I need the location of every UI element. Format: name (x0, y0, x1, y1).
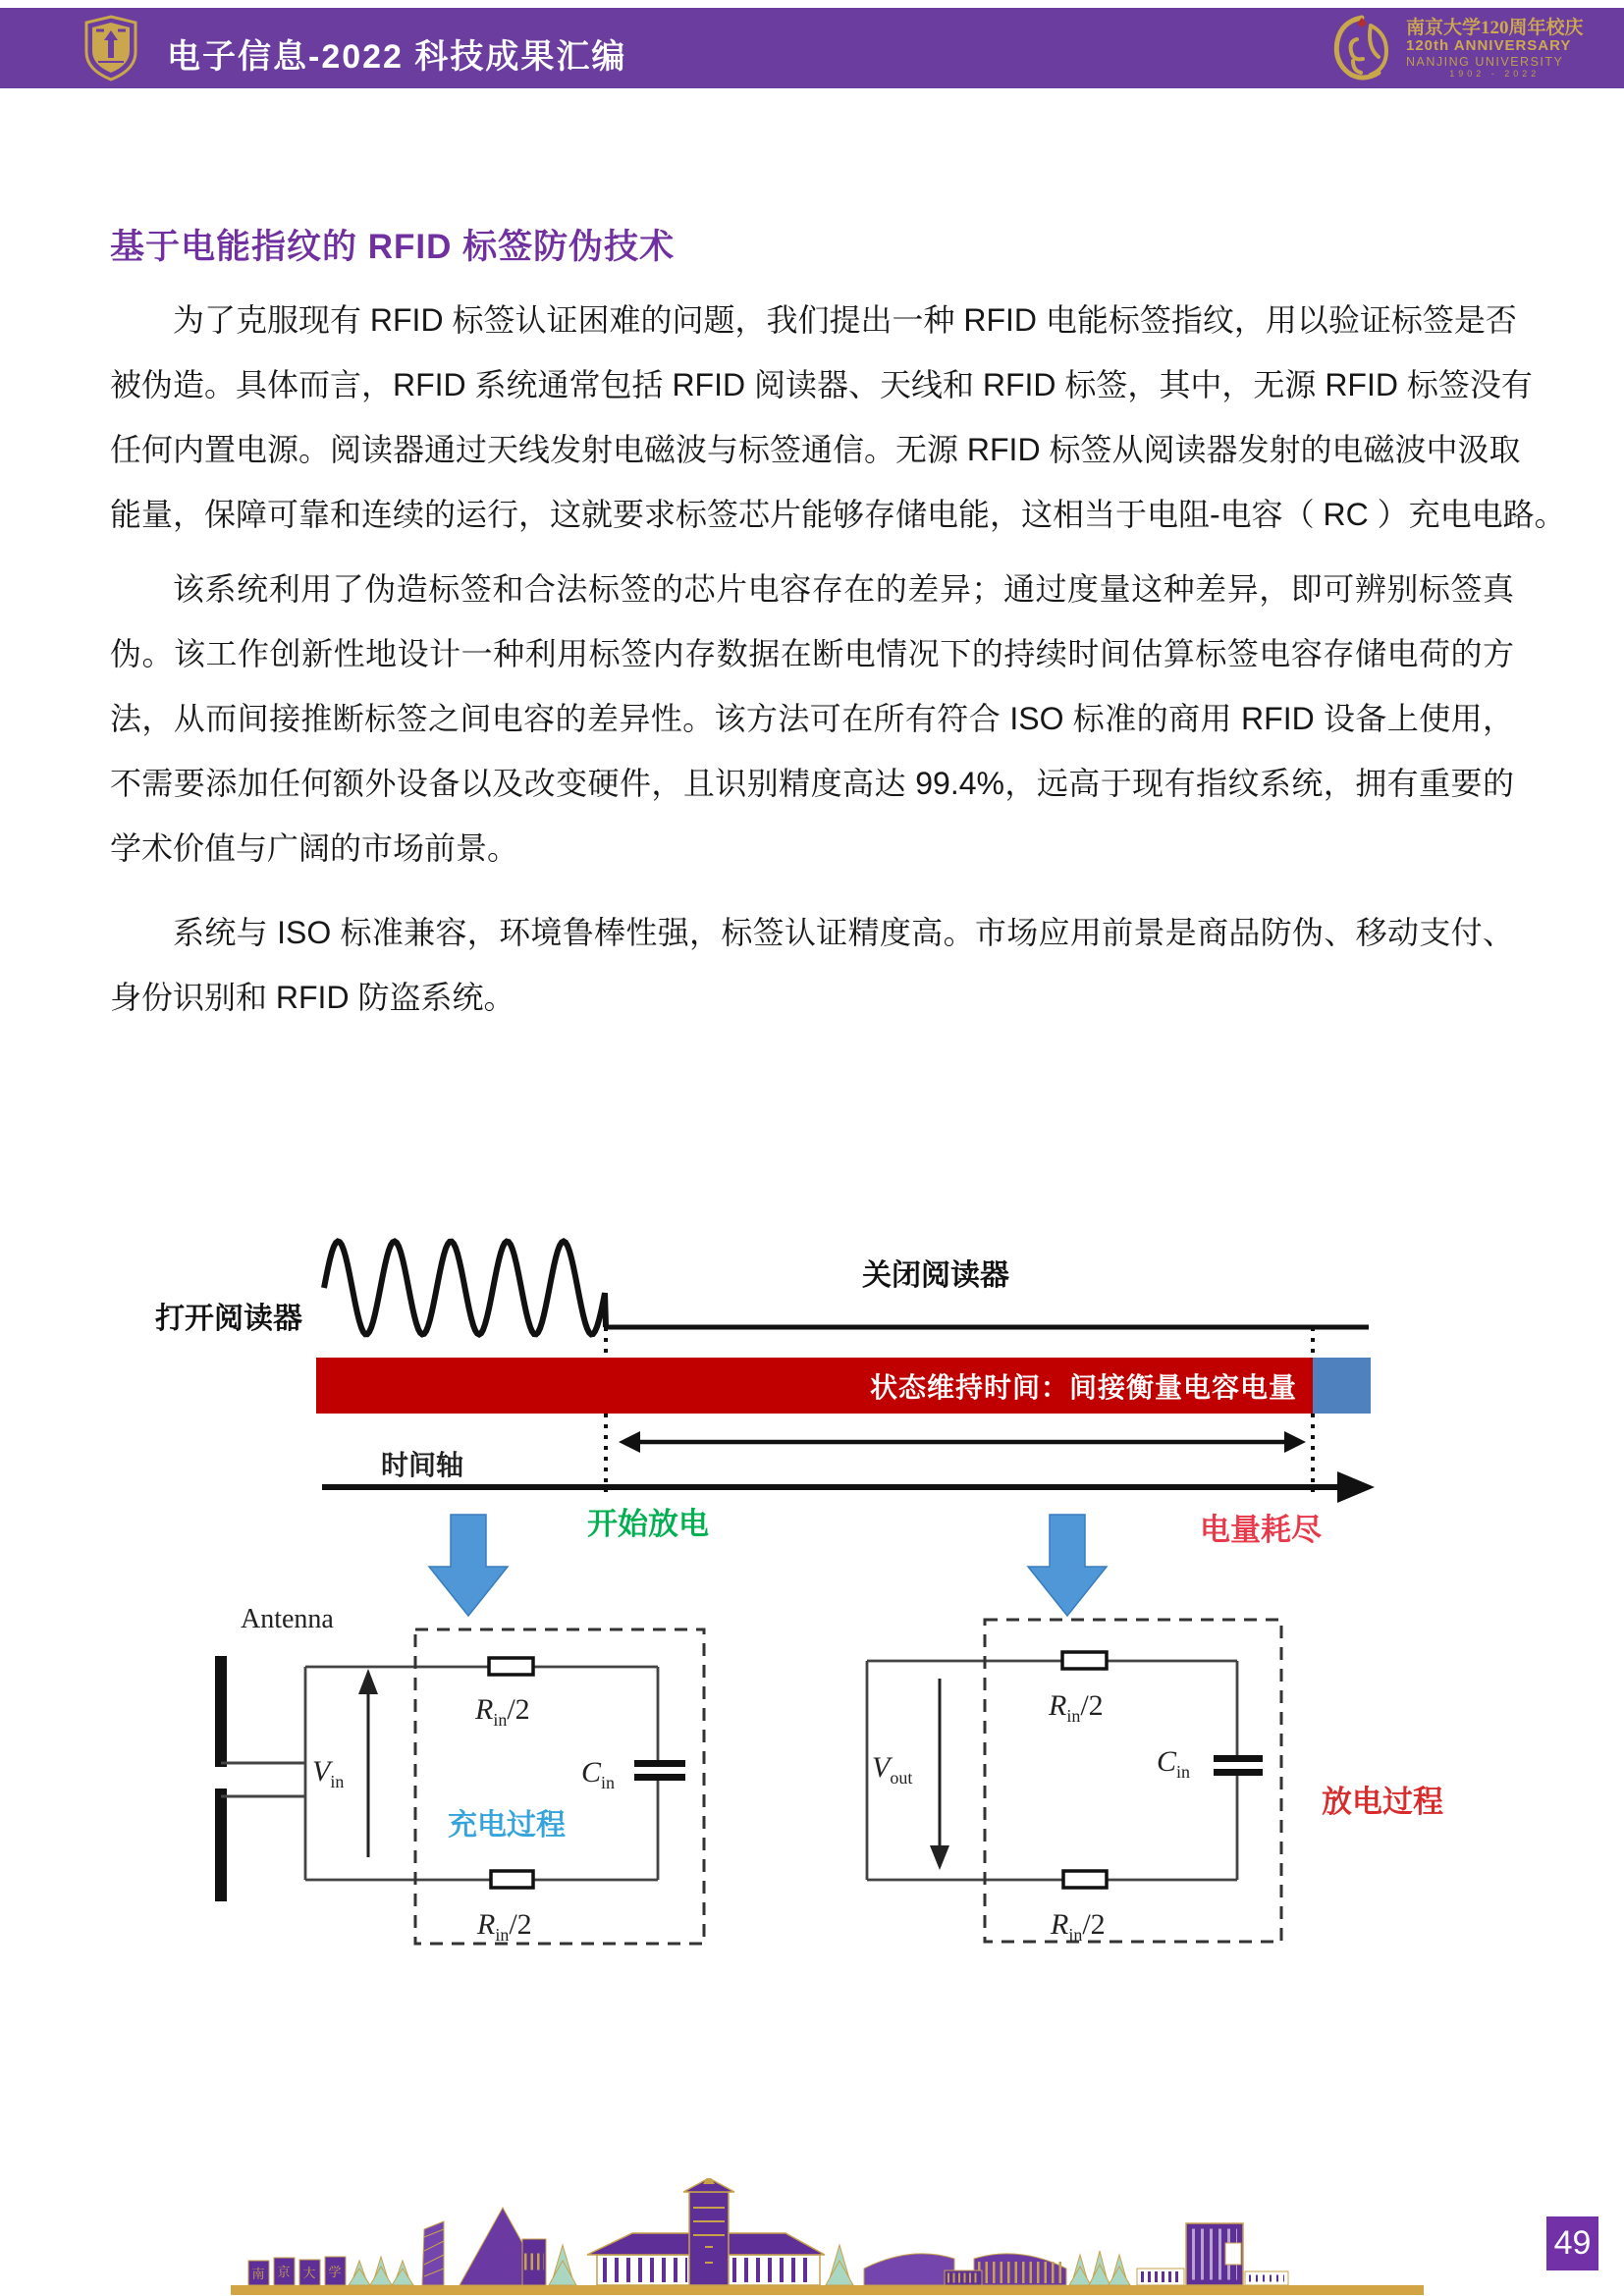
measure-arrowhead-left (619, 1431, 640, 1453)
body-line: 被伪造。具体而言，RFID 系统通常包括 RFID 阅读器、天线和 RFID 标签，其中，无源 RFID 标签没有 (110, 367, 1533, 402)
body-line: 该系统利用了伪造标签和合法标签的芯片电容存在的差异；通过度量这种差异，即可辨别标签真 (173, 571, 1514, 607)
anniversary-line-120: 120th ANNIVERSARY (1406, 37, 1572, 55)
start-discharge-label: 开始放电 (587, 1507, 709, 1541)
banner-char: 学 (328, 2265, 342, 2279)
article-body (110, 288, 1566, 1030)
anniversary-line-cn: 南京大学120周年校庆 (1406, 17, 1584, 38)
r-suffix: /2 (507, 1693, 530, 1726)
body-line: 法，从而间接推断标签之间电容的差异性。该方法可在所有符合 ISO 标准的商用 RFID 设备上使用， (110, 701, 1514, 736)
university-shield-icon (82, 15, 139, 81)
antenna-bar-bottom (215, 1789, 227, 1901)
discharging-process-label: 放电过程 (1322, 1785, 1443, 1819)
rin-bottom-right-label (1051, 1908, 1106, 1946)
article-title: 基于电能指纹的 RFID 标签防伪技术 (110, 228, 676, 266)
capacitor-plate (634, 1774, 685, 1781)
c-base: C (581, 1756, 602, 1789)
vin-arrowhead-up (358, 1669, 378, 1694)
r-sub: in (495, 1925, 510, 1945)
banner-char: 大 (302, 2266, 316, 2280)
tag-chip-dashed-box (415, 1629, 704, 1944)
rfid-timing-figure (0, 1217, 1624, 1963)
body-line: 系统与 ISO 标准兼容，环境鲁棒性强，标签认证精度高。市场应用前景是商品防伪、移动支付、 (173, 915, 1514, 950)
main-hall-building (587, 2178, 825, 2285)
r-base: R (477, 1908, 496, 1941)
state-hold-bar (316, 1358, 1313, 1414)
body-line: 学术价值与广阔的市场前景。 (110, 830, 519, 866)
rin-top-right-label (1049, 1689, 1104, 1727)
campus-banners (248, 2257, 346, 2285)
residual-energy-segment (1313, 1358, 1371, 1414)
r-sub: in (493, 1710, 508, 1730)
body-line: 为了克服现有 RFID 标签认证困难的问题，我们提出一种 RFID 电能标签指纹，用以验证标签是否 (173, 302, 1517, 338)
vin-sub: in (330, 1772, 345, 1791)
resistor-symbol (1062, 1652, 1107, 1669)
v-sub: out (890, 1768, 913, 1788)
resistor-symbol (1063, 1871, 1107, 1888)
vout-arrowhead-down (930, 1845, 949, 1870)
body-line: 伪。该工作创新性地设计一种利用标签内存数据在断电情况下的持续时间估算标签电容存储电荷的方 (110, 636, 1514, 671)
r-suffix: /2 (1080, 1689, 1104, 1722)
skyline-base-bar (231, 2285, 1424, 2295)
banner-char: 京 (277, 2265, 291, 2279)
header-band (0, 8, 1624, 88)
anniversary-logo (1327, 14, 1584, 82)
footer-skyline (0, 2178, 1624, 2296)
power-exhausted-label: 电量耗尽 (1200, 1513, 1322, 1547)
r-sub: in (1068, 1925, 1083, 1945)
time-axis-label: 时间轴 (381, 1450, 464, 1480)
c-sub: in (1176, 1762, 1191, 1782)
page-header-title: 电子信息-2022 科技成果汇编 (167, 38, 627, 76)
v-base: V (872, 1751, 891, 1784)
body-line: 能量，保障可靠和连续的运行，这就要求标签芯片能够存储电能，这相当于电阻-电容（ RC ）充电电路。 (110, 497, 1566, 532)
r-base: R (1051, 1908, 1069, 1941)
vin-label (312, 1755, 344, 1792)
r-base: R (475, 1693, 494, 1726)
antenna-label: Antenna (241, 1604, 334, 1634)
body-line: 任何内置电源。阅读器通过天线发射电磁波与标签通信。无源 RFID 标签从阅读器发射的电磁波中汲取 (110, 432, 1521, 467)
anniversary-text (1406, 18, 1584, 79)
r-sub: in (1066, 1706, 1081, 1726)
cin-right-label (1157, 1745, 1190, 1783)
body-line: 不需要添加任何额外设备以及改变硬件，且识别精度高达 99.4%，远高于现有指纹系统，拥有重要的 (110, 766, 1514, 801)
c-base: C (1157, 1745, 1177, 1778)
capacitor-plate (1214, 1755, 1263, 1762)
anniversary-seal-icon (1327, 14, 1396, 82)
c-sub: in (601, 1773, 616, 1792)
right-complex (1137, 2223, 1288, 2285)
paragraph (110, 288, 1566, 547)
resistor-symbol (491, 1871, 533, 1888)
capacitor-plate (1214, 1769, 1263, 1776)
vout-label (872, 1751, 912, 1789)
page-number-badge (1546, 2216, 1598, 2270)
rin-top-left-label (475, 1693, 530, 1731)
r-base: R (1049, 1689, 1067, 1722)
rin-bottom-left-label (477, 1908, 532, 1946)
body-line: 身份识别和 RFID 防盗系统。 (110, 980, 515, 1015)
close-reader-label: 关闭阅读器 (862, 1259, 1009, 1292)
paragraph (110, 900, 1514, 1030)
paragraph (110, 557, 1514, 881)
open-reader-label: 打开阅读器 (155, 1303, 302, 1335)
antenna-bar-top (215, 1656, 227, 1767)
curved-buildings (864, 2254, 1066, 2285)
anniversary-line-univ: NANJING UNIVERSITY (1406, 54, 1564, 69)
page-number: 49 (1553, 2224, 1592, 2262)
anniversary-line-years: 1902 - 2022 (1449, 68, 1541, 79)
vin-base: V (312, 1755, 331, 1788)
banner-char: 南 (251, 2267, 265, 2281)
antenna-leads (221, 1763, 305, 1796)
down-arrow-icon (429, 1515, 508, 1616)
down-arrow-icon (1028, 1515, 1107, 1616)
time-axis-arrowhead (1337, 1471, 1375, 1503)
rf-sine-wave (324, 1242, 606, 1335)
resistor-symbol (489, 1658, 533, 1675)
state-hold-bar-text: 状态维持时间：间接衡量电容电量 (869, 1371, 1297, 1403)
r-suffix: /2 (1082, 1908, 1106, 1941)
measure-arrowhead-right (1284, 1431, 1306, 1453)
charging-process-label: 充电过程 (448, 1809, 566, 1842)
cin-left-label (581, 1756, 615, 1793)
r-suffix: /2 (509, 1908, 532, 1941)
capacitor-plate (634, 1760, 685, 1767)
